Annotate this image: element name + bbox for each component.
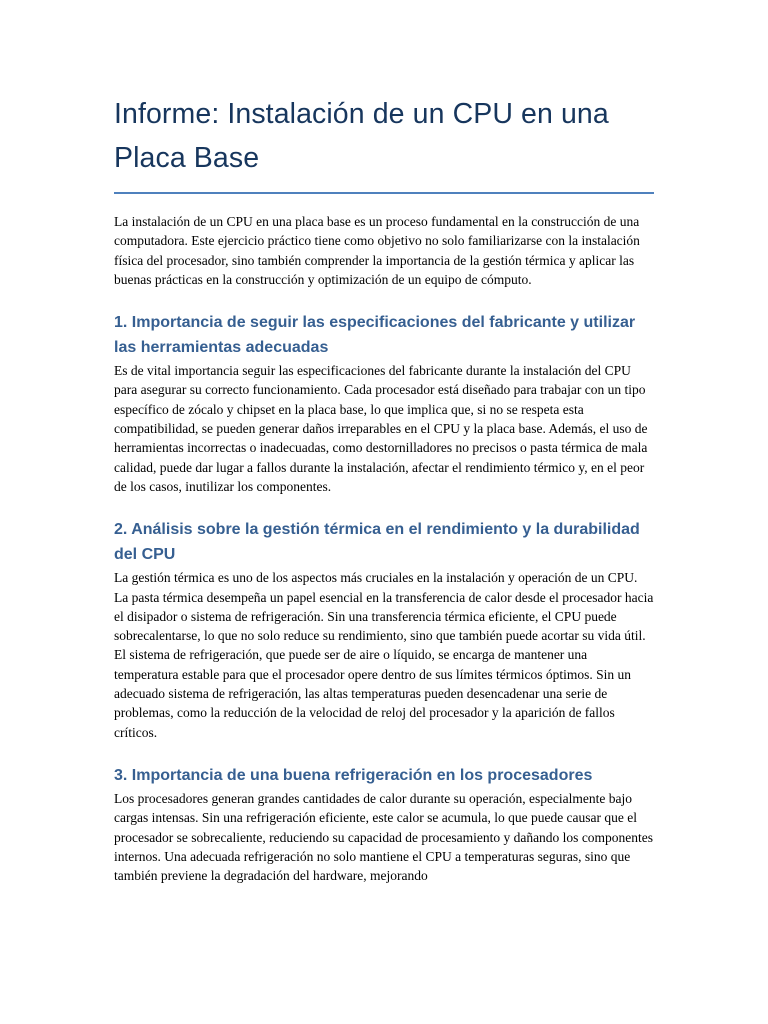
section-1 bbox=[114, 310, 654, 496]
section-3 bbox=[114, 763, 654, 885]
section-2-paragraph: La gestión térmica es uno de los aspectos más cruciales en la instalación y operación de un CPU. La pasta térmica desempeña un papel esencial en la transferencia de calor desde el procesador hacia el disipador o sistema de refrigeración. Sin una transferencia térmica eficiente, el CPU puede sobrecalentarse, lo que no solo reduce su rendimiento, sino que también puede acortar su vida útil. El sistema de refrigeración, que puede ser de aire o líquido, se encarga de mantener una temperatura estable para que el procesador opere dentro de sus límites térmicos óptimos. Sin un adecuado sistema de refrigeración, las altas temperaturas pueden desencadenar una serie de problemas, como la reducción de la velocidad de reloj del procesador y la aparición de fallos críticos. bbox=[114, 570, 654, 740]
intro-paragraph: La instalación de un CPU en una placa base es un proceso fundamental en la construcción de una computadora. Este ejercicio práctico tiene como objetivo no solo familiarizarse con la instalación física del procesador, sino también comprender la importancia de la gestión térmica y aplicar las buenas prácticas en la construcción y optimización de un equipo de cómputo. bbox=[114, 214, 640, 287]
section-1-heading: 1. Importancia de seguir las especificaciones del fabricante y utilizar las herramientas adecuadas bbox=[114, 314, 636, 357]
section-3-paragraph: Los procesadores generan grandes cantidades de calor durante su operación, especialmente bajo cargas intensas. Sin una refrigeración eficiente, este calor se acumula, lo que puede causar que el procesador se sobrecaliente, reduciendo su capacidad de procesamiento y dañando los componentes internos. Una adecuada refrigeración no solo mantiene el CPU a temperaturas seguras, sino que también previene la degradación del hardware, mejorando bbox=[114, 790, 654, 884]
section-2-heading: 2. Análisis sobre la gestión térmica en el rendimiento y la durabilidad del CPU bbox=[114, 521, 640, 564]
document-content bbox=[114, 92, 654, 885]
section-1-paragraph: Es de vital importancia seguir las especificaciones del fabricante durante la instalación del CPU para asegurar su correcto funcionamiento. Cada procesador está diseñado para trabajar con un tipo específico de zócalo y chipset en la placa base, lo que implica que, si no se respeta esta compatibilidad, se pueden generar daños irreparables en el CPU y la placa base. Además, el uso de herramientas incorrectas o inadecuadas, como destornilladores no precisos o pasta térmica de mala calidad, puede dar lugar a fallos durante la instalación, afectar el rendimiento térmico y, en el peor de los casos, inutilizar los componentes. bbox=[114, 363, 648, 494]
document-title: Informe: Instalación de un CPU en una Placa Base bbox=[114, 92, 654, 194]
section-3-heading: 3. Importancia de una buena refrigeración en los procesadores bbox=[114, 766, 593, 784]
intro-block bbox=[114, 212, 654, 289]
section-2 bbox=[114, 517, 654, 742]
